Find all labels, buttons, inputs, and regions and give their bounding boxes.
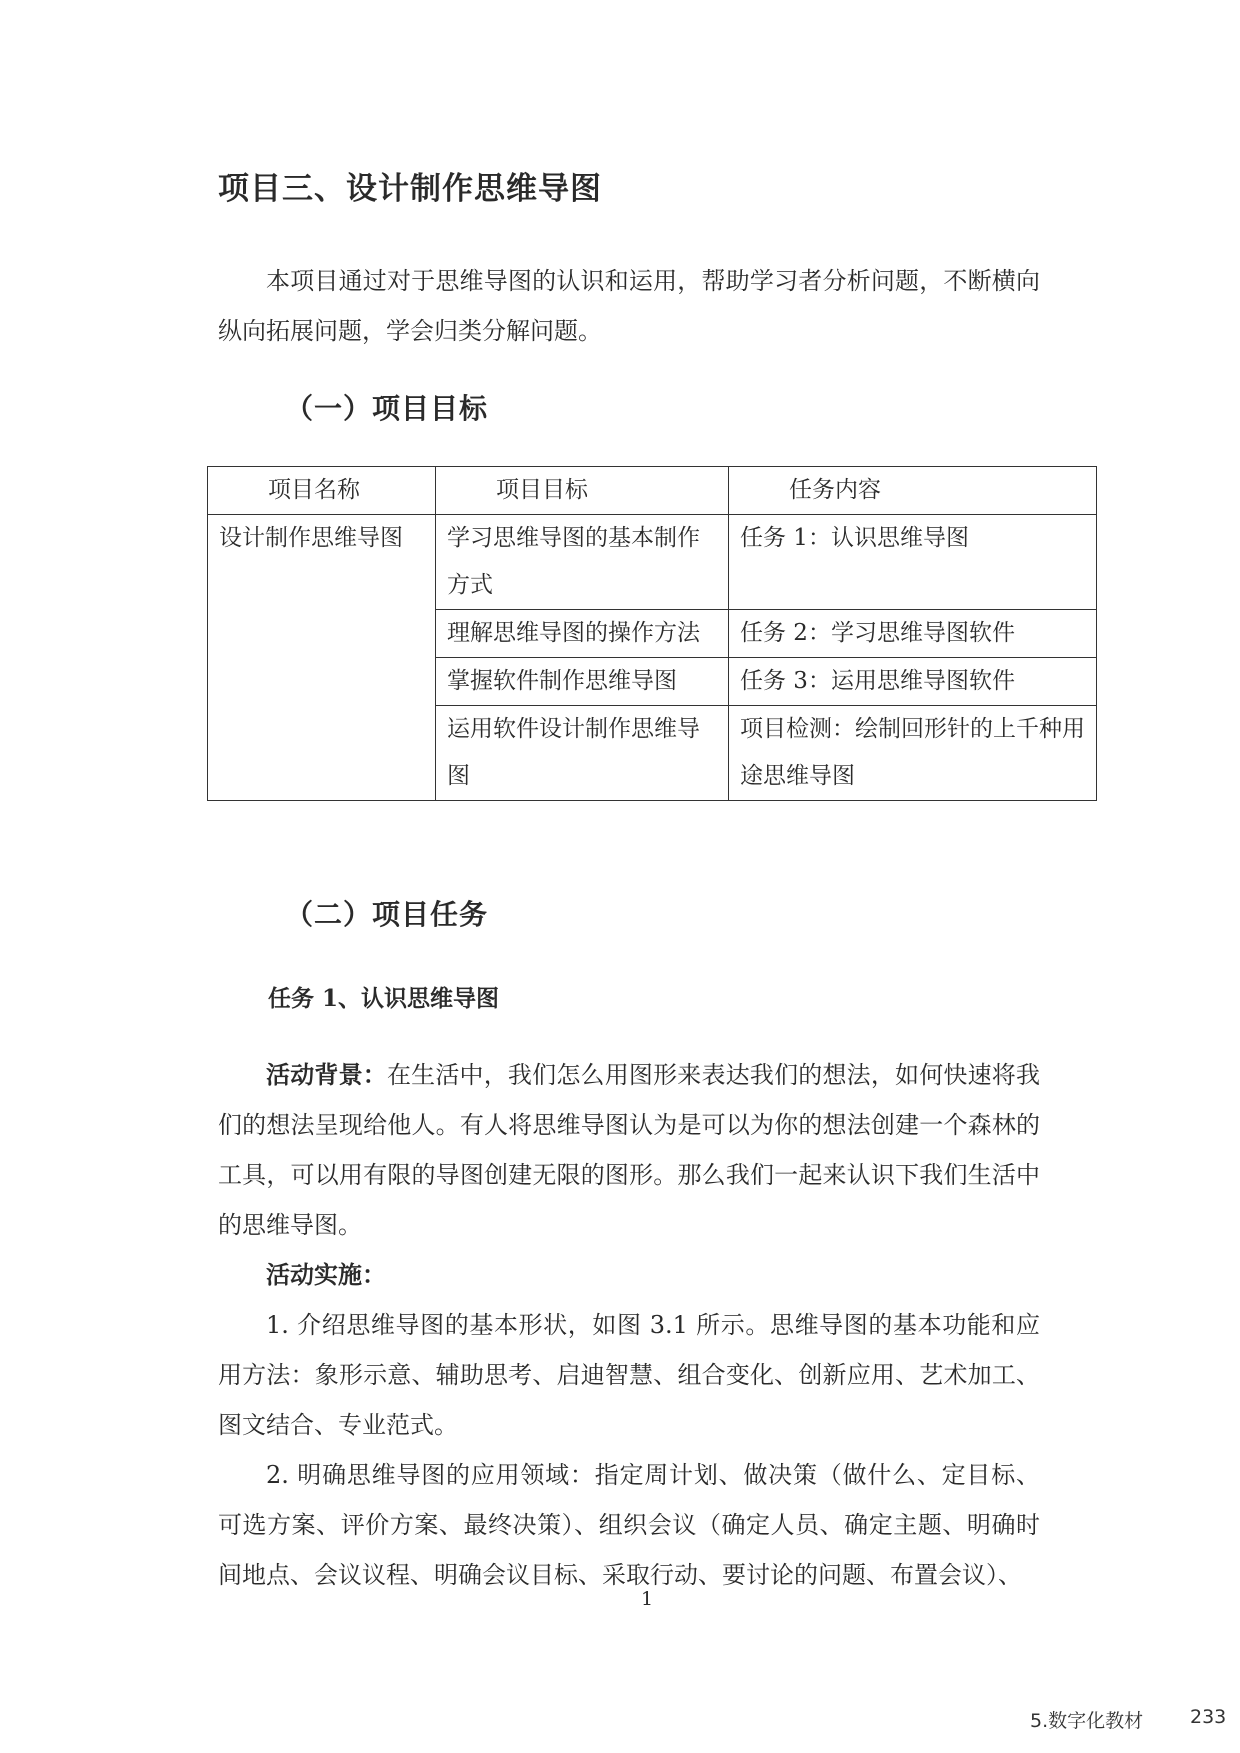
header-project-goal: 项目目标	[436, 467, 729, 515]
table-row	[208, 515, 1097, 610]
implementation-item-1: 1. 介绍思维导图的基本形状，如图 3.1 所示。思维导图的基本功能和应用方法：象形示意、辅助思考、启迪智慧、组合变化、创新应用、艺术加工、图文结合、专业范式。	[218, 1311, 1040, 1439]
page-number: 1	[641, 1588, 654, 1610]
goal-cell: 学习思维导图的基本制作方式	[436, 515, 729, 610]
table-header-row	[208, 467, 1097, 515]
task1-heading: 任务 1、认识思维导图	[268, 985, 500, 1012]
section-heading-tasks: （二）项目任务	[285, 898, 489, 931]
task-cell: 项目检测：绘制回形针的上千种用途思维导图	[729, 706, 1097, 801]
footer-label: 5.数字化教材	[1030, 1710, 1144, 1732]
project-name-cell: 设计制作思维导图	[208, 515, 436, 801]
page-title: 项目三、设计制作思维导图	[218, 171, 602, 207]
task-cell: 任务 3：运用思维导图软件	[729, 658, 1097, 706]
activity-implementation-label: 活动实施：	[266, 1260, 386, 1289]
background-label: 活动背景：	[266, 1060, 387, 1089]
header-project-name: 项目名称	[208, 467, 436, 515]
implementation-item-2: 2. 明确思维导图的应用领域：指定周计划、做决策（做什么、定目标、可选方案、评价方案、最终决策）、组织会议（确定人员、确定主题、明确时间地点、会议议程、明确会议目标、采取行动、要讨论的问题、布置会议）、	[218, 1461, 1040, 1589]
goal-cell: 掌握软件制作思维导图	[436, 658, 729, 706]
background-text: 在生活中，我们怎么用图形来表达我们的想法，如何快速将我们的想法呈现给他人。有人将思维导图认为是可以为你的想法创建一个森林的工具，可以用有限的导图创建无限的图形。那么我们一起来认识下我们生活中的思维导图。	[218, 1061, 1040, 1239]
intro-paragraph: 本项目通过对于思维导图的认识和运用，帮助学习者分析问题，不断横向纵向拓展问题，学会归类分解问题。	[218, 267, 1040, 345]
task-cell: 任务 1：认识思维导图	[729, 515, 1097, 610]
goal-cell: 理解思维导图的操作方法	[436, 610, 729, 658]
section-heading-goals: （一）项目目标	[285, 392, 489, 425]
task-cell: 任务 2：学习思维导图软件	[729, 610, 1097, 658]
activity-background-paragraph	[218, 1050, 1040, 1250]
goal-cell: 运用软件设计制作思维导图	[436, 706, 729, 801]
project-goals-table	[207, 466, 1097, 801]
footer-page-number: 233	[1190, 1706, 1227, 1728]
header-task-content: 任务内容	[729, 467, 1097, 515]
